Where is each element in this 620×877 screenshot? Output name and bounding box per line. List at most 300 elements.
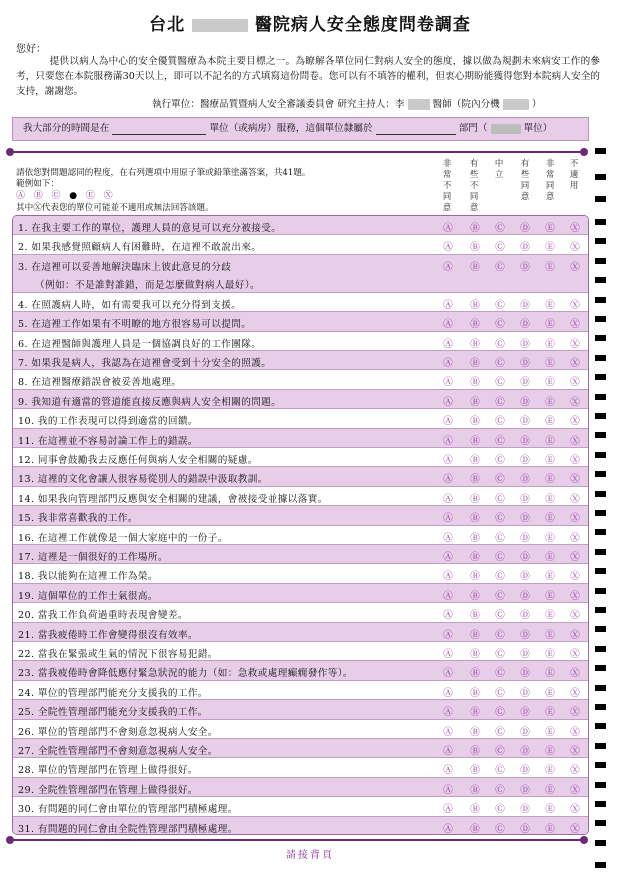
answer-bubble[interactable]: Ⓐ: [443, 474, 453, 486]
answer-bubble[interactable]: Ⓑ: [470, 610, 480, 622]
question-text: 6. 在這裡醫師與護理人員是一個協調良好的工作團隊。: [18, 338, 262, 350]
timing-mark: [595, 762, 606, 768]
dept-text-4: 單位）: [523, 123, 553, 134]
answer-bubble[interactable]: Ⓔ: [545, 358, 555, 369]
question-row: [13, 235, 588, 254]
sample-option: Ⓔ: [85, 191, 96, 201]
answer-bubble[interactable]: Ⓓ: [520, 416, 530, 428]
answer-bubble[interactable]: Ⓔ: [545, 319, 555, 331]
answer-bubble[interactable]: Ⓔ: [545, 726, 555, 738]
answer-bubble[interactable]: Ⓔ: [545, 435, 555, 447]
answer-bubble[interactable]: Ⓐ: [443, 396, 453, 408]
timing-mark: [595, 626, 606, 632]
question-text: 25. 全院性管理部門能充分支援我的工作。: [18, 707, 208, 719]
answer-bubble[interactable]: Ⓔ: [545, 396, 555, 408]
answer-bubble[interactable]: Ⓐ: [443, 416, 453, 428]
answer-bubble[interactable]: Ⓧ: [570, 823, 580, 835]
question-text: 23. 當我疲倦時會降低應付緊急狀況的能力（如：急救或處理癲癇發作等）。: [18, 668, 353, 680]
question-row: [13, 758, 588, 777]
question-row: [13, 661, 588, 680]
top-rule: [12, 151, 584, 153]
timing-mark: [595, 374, 606, 380]
answer-bubble[interactable]: Ⓧ: [570, 668, 580, 680]
question-row: [13, 255, 588, 293]
answer-bubble[interactable]: Ⓑ: [470, 377, 480, 389]
question-row: [13, 603, 588, 622]
answer-bubble[interactable]: Ⓒ: [495, 532, 505, 544]
answer-bubble[interactable]: Ⓧ: [570, 532, 580, 544]
answer-bubble[interactable]: Ⓓ: [520, 513, 530, 525]
answer-bubble[interactable]: Ⓧ: [570, 377, 580, 389]
top-rule-right-dot: [580, 148, 588, 156]
question-text: 28. 單位的管理部門在管理上做得很好。: [18, 765, 198, 777]
answer-bubble[interactable]: Ⓒ: [495, 707, 505, 719]
exec-prefix: 執行單位：醫療品質暨病人安全審議委員會 研究主持人：李: [152, 99, 405, 110]
continue-on-back-note: 請接背頁: [286, 850, 334, 861]
answer-bubble[interactable]: Ⓓ: [520, 261, 530, 273]
answer-bubble[interactable]: Ⓐ: [443, 590, 453, 602]
answer-bubble[interactable]: Ⓔ: [545, 629, 555, 641]
answer-bubble[interactable]: Ⓔ: [545, 668, 555, 680]
answer-bubble[interactable]: Ⓑ: [470, 223, 480, 234]
question-text: 3. 在這裡可以妥善地解決臨床上彼此意見的分歧: [18, 261, 232, 273]
answer-bubble[interactable]: Ⓧ: [570, 804, 580, 816]
bottom-rule-right-dot: [580, 836, 588, 844]
timing-mark: [595, 510, 606, 516]
greeting: 您好：: [16, 44, 46, 55]
answer-bubble[interactable]: Ⓓ: [520, 338, 530, 350]
answer-bubble[interactable]: Ⓓ: [520, 493, 530, 505]
question-text: 17. 這裡是一個很好的工作場所。: [18, 552, 168, 563]
question-row: [13, 293, 588, 312]
question-text: 7. 如果我是病人，我認為在這裡會受到十分安全的照護。: [18, 358, 272, 369]
answer-bubble[interactable]: Ⓧ: [570, 455, 580, 466]
timing-mark: [595, 782, 606, 788]
answer-bubble[interactable]: Ⓐ: [443, 726, 453, 738]
answer-bubble[interactable]: Ⓐ: [443, 377, 453, 389]
question-subtext: （例如：不是誰對誰錯，而是怎麼做對病人最好）。: [35, 279, 261, 291]
answer-bubble[interactable]: Ⓒ: [495, 377, 505, 389]
answer-bubble[interactable]: Ⓓ: [520, 746, 530, 757]
answer-bubble[interactable]: Ⓔ: [545, 804, 555, 816]
question-text: 24. 單位的管理部門能充分支援我的工作。: [18, 687, 208, 699]
question-text: 20. 當我工作負荷過重時表現會變差。: [18, 610, 188, 622]
dept-text-2: 單位（或病房）服務，這個單位隸屬於: [209, 123, 373, 134]
question-row: [13, 564, 588, 583]
answer-bubble[interactable]: Ⓔ: [545, 455, 555, 466]
answer-bubble[interactable]: Ⓒ: [495, 746, 505, 757]
answer-bubble[interactable]: Ⓓ: [520, 687, 530, 699]
answer-bubble[interactable]: Ⓒ: [495, 513, 505, 525]
answer-bubble[interactable]: Ⓑ: [470, 513, 480, 525]
redacted-name: [408, 99, 430, 110]
exec-middle: 醫師（院內分機: [432, 99, 500, 110]
answer-bubble[interactable]: Ⓑ: [470, 416, 480, 428]
answer-bubble[interactable]: Ⓐ: [443, 804, 453, 816]
question-text: 5. 在這裡工作如果有不明瞭的地方很容易可以提問。: [18, 319, 252, 331]
answer-bubble[interactable]: Ⓐ: [443, 435, 453, 447]
answer-bubble[interactable]: Ⓑ: [470, 493, 480, 505]
answer-bubble[interactable]: Ⓐ: [443, 823, 453, 835]
timing-mark: [595, 335, 606, 341]
answer-bubble[interactable]: Ⓔ: [545, 571, 555, 583]
answer-bubble[interactable]: Ⓓ: [520, 242, 530, 254]
question-row: [13, 817, 588, 835]
answer-bubble[interactable]: Ⓔ: [545, 416, 555, 428]
answer-bubble[interactable]: Ⓐ: [443, 358, 453, 369]
unit-blank[interactable]: [112, 123, 206, 135]
answer-bubble[interactable]: Ⓐ: [443, 687, 453, 699]
answer-bubble[interactable]: Ⓑ: [470, 707, 480, 719]
answer-bubble[interactable]: Ⓧ: [570, 223, 580, 234]
sample-answer-row: [16, 188, 114, 201]
answer-bubble[interactable]: Ⓓ: [520, 532, 530, 544]
answer-bubble[interactable]: Ⓓ: [520, 629, 530, 641]
answer-bubble[interactable]: Ⓔ: [545, 377, 555, 389]
answer-bubble[interactable]: Ⓑ: [470, 552, 480, 563]
question-text: 12. 同事會鼓勵我去反應任何與病人安全相關的疑慮。: [18, 455, 258, 466]
question-row: [13, 370, 588, 389]
answer-bubble[interactable]: Ⓒ: [495, 590, 505, 602]
question-row: [13, 216, 588, 235]
question-text: 2. 如果我感覺照顧病人有困難時，在這裡不敢說出來。: [18, 242, 262, 254]
answer-bubble[interactable]: Ⓔ: [545, 784, 555, 796]
timing-mark: [595, 862, 606, 868]
answer-bubble[interactable]: Ⓔ: [545, 552, 555, 563]
question-row: [13, 700, 588, 719]
answer-bubble[interactable]: Ⓑ: [470, 435, 480, 447]
question-row: [13, 681, 588, 700]
bottom-rule: [12, 839, 584, 841]
answer-bubble[interactable]: Ⓐ: [443, 261, 453, 273]
timing-mark: [595, 549, 606, 555]
answer-bubble[interactable]: Ⓓ: [520, 299, 530, 311]
question-text: 10. 我的工作表現可以得到適當的回饋。: [18, 416, 198, 428]
dept-text-3: 部門（: [458, 123, 488, 134]
answer-bubble[interactable]: Ⓑ: [470, 358, 480, 369]
answer-bubble[interactable]: Ⓧ: [570, 649, 580, 660]
answer-bubble[interactable]: Ⓐ: [443, 649, 453, 660]
question-text: 11. 在這裡並不容易討論工作上的錯誤。: [18, 435, 198, 447]
answer-bubble[interactable]: Ⓓ: [520, 455, 530, 466]
question-text: 19. 這個單位的工作士氣很高。: [18, 590, 158, 602]
answer-bubble[interactable]: Ⓒ: [495, 552, 505, 563]
answer-bubble[interactable]: Ⓒ: [495, 416, 505, 428]
answer-bubble[interactable]: Ⓧ: [570, 396, 580, 408]
answer-bubble[interactable]: Ⓒ: [495, 493, 505, 505]
answer-bubble[interactable]: Ⓐ: [443, 493, 453, 505]
instruction-line-1: 請依您對問題認同的程度，在右列選項中用原子筆或鉛筆塗滿答案，共41題。: [16, 168, 311, 178]
department-blank[interactable]: [376, 123, 456, 135]
answer-bubble[interactable]: Ⓑ: [470, 726, 480, 738]
answer-bubble[interactable]: Ⓐ: [443, 784, 453, 796]
answer-bubble[interactable]: Ⓒ: [495, 319, 505, 331]
answer-bubble[interactable]: Ⓧ: [570, 571, 580, 583]
answer-bubble[interactable]: Ⓒ: [495, 299, 505, 311]
answer-bubble[interactable]: Ⓑ: [470, 746, 480, 757]
timing-mark: [595, 665, 606, 671]
answer-bubble[interactable]: Ⓐ: [443, 610, 453, 622]
answer-bubble[interactable]: Ⓒ: [495, 338, 505, 350]
timing-mark: [595, 219, 606, 225]
instruction-line-2: 範例如下：: [16, 179, 59, 189]
answer-bubble[interactable]: Ⓐ: [443, 707, 453, 719]
question-row: [13, 448, 588, 467]
question-text: 15. 我非常喜歡我的工作。: [18, 513, 138, 525]
question-text: 9. 我知道有適當的管道能直接反應與病人安全相關的問題。: [18, 396, 282, 408]
intro-paragraph: 提供以病人為中心的安全優質醫療為本院主要目標之一。為瞭解各單位同仁對病人安全的態度，據以做為規劃未來病安工作的參考，只要您在本院服務滿30天以上，即可以不記名的方式填寫這份問卷。您可以有不填答的權利，但衷心期盼能獲得您對本院病人安全的支持，謝謝您。: [16, 56, 600, 97]
answer-bubble[interactable]: Ⓓ: [520, 377, 530, 389]
answer-bubble[interactable]: Ⓓ: [520, 571, 530, 583]
dept-text-1: 我大部分的時間是在: [23, 123, 110, 134]
answer-bubble[interactable]: Ⓒ: [495, 784, 505, 796]
timing-mark: [595, 413, 606, 419]
answer-bubble[interactable]: Ⓑ: [470, 590, 480, 602]
answer-bubble[interactable]: Ⓒ: [495, 435, 505, 447]
column-header: 有些不同意: [469, 158, 479, 212]
instruction-line-3: 其中Ⓧ代表您的單位可能並不適用或無法回答該題。: [16, 203, 214, 213]
timing-mark: [595, 297, 606, 303]
question-text: 16. 在這裡工作就像是一個大家庭中的一份子。: [18, 532, 228, 544]
answer-bubble[interactable]: Ⓐ: [443, 532, 453, 544]
answer-bubble[interactable]: Ⓑ: [470, 629, 480, 641]
answer-bubble[interactable]: Ⓐ: [443, 455, 453, 466]
timing-mark: [595, 529, 606, 535]
answer-bubble[interactable]: Ⓓ: [520, 552, 530, 563]
answer-bubble[interactable]: Ⓒ: [495, 571, 505, 583]
answer-bubble[interactable]: Ⓧ: [570, 261, 580, 273]
question-row: [13, 545, 588, 564]
answer-bubble[interactable]: Ⓧ: [570, 726, 580, 738]
answer-bubble[interactable]: Ⓐ: [443, 668, 453, 680]
answer-bubble[interactable]: Ⓐ: [443, 319, 453, 331]
exec-suffix: ）: [531, 99, 542, 110]
title-prefix: 台北: [149, 15, 186, 35]
answer-bubble[interactable]: Ⓓ: [520, 765, 530, 777]
answer-bubble[interactable]: Ⓓ: [520, 784, 530, 796]
question-text: 14. 如果我向管理部門反應與安全相關的建議，會被接受並據以落實。: [18, 493, 328, 505]
answer-bubble[interactable]: Ⓓ: [520, 319, 530, 331]
answer-bubble[interactable]: Ⓒ: [495, 242, 505, 254]
answer-bubble[interactable]: Ⓐ: [443, 242, 453, 254]
column-header: 不適用: [569, 158, 579, 190]
answer-bubble[interactable]: Ⓐ: [443, 571, 453, 583]
answer-bubble[interactable]: Ⓐ: [443, 513, 453, 525]
form-title: [0, 10, 620, 35]
question-text: 13. 這裡的文化會讓人很容易從別人的錯誤中汲取教訓。: [18, 474, 268, 486]
answer-bubble[interactable]: Ⓓ: [520, 590, 530, 602]
answer-bubble[interactable]: Ⓒ: [495, 396, 505, 408]
answer-bubble[interactable]: Ⓑ: [470, 455, 480, 466]
answer-bubble[interactable]: Ⓑ: [470, 571, 480, 583]
timing-mark: [595, 820, 606, 826]
answer-bubble[interactable]: Ⓒ: [495, 687, 505, 699]
answer-bubble[interactable]: Ⓧ: [570, 784, 580, 796]
timing-mark: [595, 607, 606, 613]
answer-bubble[interactable]: Ⓔ: [545, 707, 555, 719]
answer-bubble[interactable]: Ⓑ: [470, 784, 480, 796]
answer-bubble[interactable]: Ⓑ: [470, 474, 480, 486]
answer-bubble[interactable]: Ⓧ: [570, 513, 580, 525]
answer-bubble[interactable]: Ⓧ: [570, 358, 580, 369]
timing-mark: [595, 588, 606, 594]
question-text: 30. 有問題的同仁會由單位的管理部門積極處理。: [18, 804, 238, 816]
answer-bubble[interactable]: Ⓓ: [520, 223, 530, 234]
answer-bubble[interactable]: Ⓑ: [470, 242, 480, 254]
answer-bubble[interactable]: Ⓒ: [495, 358, 505, 369]
answer-bubble[interactable]: Ⓒ: [495, 629, 505, 641]
timing-mark: [595, 355, 606, 361]
answer-bubble[interactable]: Ⓓ: [520, 707, 530, 719]
answer-bubble[interactable]: Ⓔ: [545, 242, 555, 254]
answer-bubble[interactable]: Ⓔ: [545, 649, 555, 660]
timing-mark: [595, 394, 606, 400]
answer-bubble[interactable]: Ⓒ: [495, 804, 505, 816]
answer-bubble[interactable]: Ⓐ: [443, 629, 453, 641]
redacted-unit: [491, 124, 521, 134]
answer-bubble[interactable]: Ⓒ: [495, 823, 505, 835]
answer-bubble[interactable]: Ⓓ: [520, 396, 530, 408]
answer-bubble[interactable]: Ⓧ: [570, 299, 580, 311]
question-text: 29. 全院性管理部門在管理上做得很好。: [18, 784, 198, 796]
answer-bubble[interactable]: Ⓑ: [470, 261, 480, 273]
answer-bubble[interactable]: Ⓑ: [470, 299, 480, 311]
column-header: 非常同意: [545, 158, 555, 201]
answer-bubble[interactable]: Ⓧ: [570, 707, 580, 719]
answer-bubble[interactable]: Ⓒ: [495, 649, 505, 660]
answer-bubble[interactable]: Ⓔ: [545, 474, 555, 486]
department-fill-bar: [12, 117, 589, 141]
question-row: [13, 429, 588, 448]
answer-bubble[interactable]: Ⓓ: [520, 804, 530, 816]
answer-bubble[interactable]: Ⓧ: [570, 435, 580, 447]
column-header: 非常不同意: [442, 158, 452, 212]
answer-bubble[interactable]: Ⓐ: [443, 746, 453, 757]
answer-bubble[interactable]: Ⓐ: [443, 299, 453, 311]
answer-bubble[interactable]: Ⓧ: [570, 765, 580, 777]
redacted-hospital-name: [192, 19, 248, 32]
answer-bubble[interactable]: Ⓑ: [470, 823, 480, 835]
answer-bubble[interactable]: Ⓔ: [545, 746, 555, 757]
timing-mark: [595, 258, 606, 264]
answer-bubble[interactable]: Ⓒ: [495, 726, 505, 738]
answer-bubble[interactable]: Ⓓ: [520, 610, 530, 622]
sample-option: Ⓧ: [103, 191, 114, 201]
answer-bubble[interactable]: Ⓔ: [545, 610, 555, 622]
question-row: [13, 487, 588, 506]
question-row: [13, 797, 588, 816]
answer-bubble[interactable]: Ⓒ: [495, 610, 505, 622]
answer-bubble[interactable]: Ⓑ: [470, 338, 480, 350]
answer-bubble[interactable]: Ⓐ: [443, 552, 453, 563]
timing-mark: [595, 277, 606, 283]
timing-mark: [595, 174, 606, 180]
answer-bubble[interactable]: Ⓔ: [545, 299, 555, 311]
sample-option: Ⓒ: [51, 191, 62, 201]
answer-bubble[interactable]: Ⓓ: [520, 474, 530, 486]
question-row: [13, 526, 588, 545]
answer-bubble[interactable]: Ⓔ: [545, 532, 555, 544]
answer-bubble[interactable]: Ⓑ: [470, 687, 480, 699]
answer-bubble[interactable]: Ⓒ: [495, 474, 505, 486]
answer-bubble[interactable]: Ⓔ: [545, 765, 555, 777]
question-text: 8. 在這裡醫療錯誤會被妥善地處理。: [18, 377, 182, 389]
question-row: [13, 623, 588, 642]
answer-bubble[interactable]: Ⓧ: [570, 590, 580, 602]
answer-bubble[interactable]: Ⓓ: [520, 726, 530, 738]
answer-bubble[interactable]: Ⓔ: [545, 493, 555, 505]
question-text: 1. 在我主要工作的單位，護理人員的意見可以充分被接受。: [18, 223, 282, 234]
question-row: [13, 332, 588, 351]
answer-bubble[interactable]: Ⓑ: [470, 532, 480, 544]
timing-mark: [595, 685, 606, 691]
answer-bubble[interactable]: Ⓔ: [545, 338, 555, 350]
answer-bubble[interactable]: Ⓓ: [520, 649, 530, 660]
answer-bubble[interactable]: Ⓧ: [570, 687, 580, 699]
answer-bubble[interactable]: Ⓔ: [545, 261, 555, 273]
question-row: [13, 390, 588, 409]
answer-bubble[interactable]: Ⓑ: [470, 649, 480, 660]
answer-bubble[interactable]: Ⓒ: [495, 668, 505, 680]
answer-bubble[interactable]: Ⓧ: [570, 416, 580, 428]
answer-bubble[interactable]: Ⓑ: [470, 668, 480, 680]
answer-bubble[interactable]: Ⓔ: [545, 687, 555, 699]
answer-bubble[interactable]: Ⓔ: [545, 823, 555, 835]
timing-mark: [595, 196, 606, 202]
answer-bubble[interactable]: Ⓑ: [470, 396, 480, 408]
answer-bubble[interactable]: Ⓧ: [570, 552, 580, 563]
answer-bubble[interactable]: Ⓧ: [570, 629, 580, 641]
answer-bubble[interactable]: Ⓑ: [470, 319, 480, 331]
question-text: 22. 當我在緊張或生氣的情況下很容易犯錯。: [18, 649, 218, 660]
answer-bubble[interactable]: Ⓐ: [443, 338, 453, 350]
answer-bubble[interactable]: Ⓔ: [545, 513, 555, 525]
timing-mark: [595, 148, 606, 154]
timing-mark: [595, 452, 606, 458]
title-suffix: 醫院病人安全態度問卷調查: [254, 15, 471, 35]
answer-bubble[interactable]: Ⓓ: [520, 358, 530, 369]
answer-bubble[interactable]: Ⓧ: [570, 746, 580, 757]
question-table: [12, 215, 589, 835]
answer-bubble[interactable]: Ⓒ: [495, 223, 505, 234]
answer-bubble[interactable]: Ⓑ: [470, 804, 480, 816]
answer-bubble[interactable]: Ⓧ: [570, 242, 580, 254]
answer-bubble[interactable]: Ⓔ: [545, 590, 555, 602]
answer-bubble[interactable]: Ⓒ: [495, 261, 505, 273]
answer-bubble[interactable]: Ⓐ: [443, 765, 453, 777]
question-text: 26. 單位的管理部門不會刻意忽視病人安全。: [18, 726, 218, 738]
answer-bubble[interactable]: Ⓧ: [570, 493, 580, 505]
answer-bubble[interactable]: Ⓓ: [520, 668, 530, 680]
answer-bubble[interactable]: Ⓔ: [545, 223, 555, 234]
question-row: [13, 506, 588, 525]
answer-bubble[interactable]: Ⓓ: [520, 435, 530, 447]
answer-bubble[interactable]: Ⓧ: [570, 474, 580, 486]
question-row: [13, 409, 588, 428]
answer-bubble[interactable]: Ⓧ: [570, 338, 580, 350]
column-header: 中立: [494, 158, 504, 179]
answer-bubble[interactable]: Ⓒ: [495, 455, 505, 466]
timing-mark: [595, 316, 606, 322]
answer-bubble[interactable]: Ⓐ: [443, 223, 453, 234]
question-text: 4. 在照護病人時，如有需要我可以充分得到支援。: [18, 299, 242, 311]
answer-bubble[interactable]: Ⓧ: [570, 319, 580, 331]
question-text: 21. 當我疲倦時工作會變得很沒有效率。: [18, 629, 198, 641]
answer-bubble[interactable]: Ⓓ: [520, 823, 530, 835]
answer-bubble[interactable]: Ⓧ: [570, 610, 580, 622]
answer-bubble[interactable]: Ⓒ: [495, 765, 505, 777]
answer-bubble[interactable]: Ⓑ: [470, 765, 480, 777]
